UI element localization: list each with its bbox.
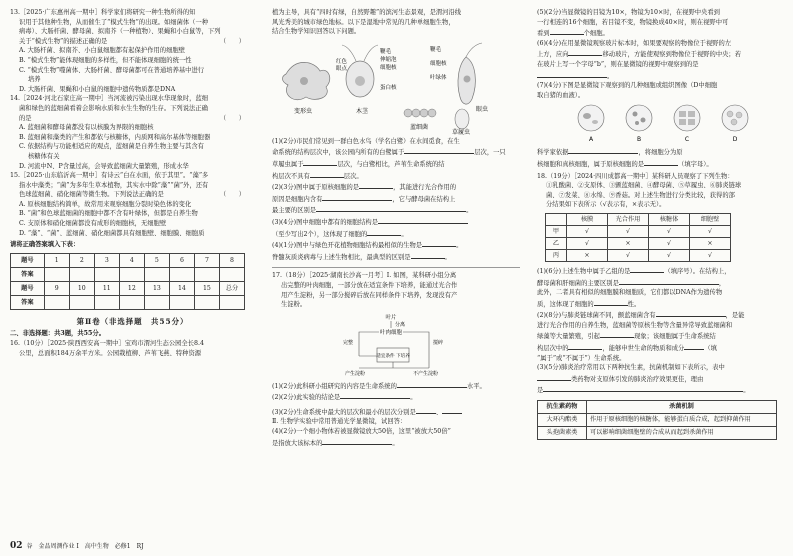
- divider: [272, 267, 520, 268]
- answer-cell[interactable]: [169, 295, 194, 309]
- cell-image-b: [626, 105, 652, 131]
- q18-line: 质，这体现了细胞的 性。: [537, 298, 785, 310]
- q18-line: 是 。: [537, 384, 785, 396]
- q17-line: (6)(4分)在用显微镜观察玻片标本时，如果要观察的物像位于视野的左: [537, 39, 732, 47]
- q18-line: (2)(8分)与肺炎链球菌不同，颤蓝细菌含有 ，是能: [537, 309, 785, 321]
- question-18: [537, 172, 785, 210]
- q18-line: 绿藻等大量繁殖，引起 现象；该细胞属于生命系统结: [537, 330, 785, 342]
- table-cell: 可以影响细菌细胞壁的合成从而起到杀菌作用: [587, 427, 777, 440]
- cyanobacteria-image: [404, 109, 436, 117]
- q17-line: 取自猪的血液）。: [537, 91, 585, 99]
- q18-line: (1)(6分)上述生物中属于乙组的是 （填序号）。在结构上，: [537, 265, 785, 277]
- page-number: 02: [10, 541, 23, 551]
- table-row: [11, 267, 245, 281]
- q17-line: (3)(2分)生命系统中最大的层次和最小的层次分别是 、: [272, 406, 520, 418]
- cell-images-figure: [561, 102, 761, 144]
- table-cell: √: [608, 225, 649, 237]
- q13-line: 识用于其他种生物，从而催生了“模式生物”的出现。如细菌体（一种: [19, 18, 209, 26]
- table-cell: 11: [94, 281, 119, 295]
- answer-blank[interactable]: [644, 158, 678, 166]
- label-flagellum: 鞭毛: [380, 48, 392, 55]
- answer-blank[interactable]: [568, 342, 602, 350]
- q17-line: 生淀粉。: [281, 301, 307, 309]
- answer-cell[interactable]: [69, 267, 94, 281]
- q14-line: 菌和绿色的蓝细菌看着会影响水质和水生生物的生存。下列说法正确: [19, 104, 208, 112]
- q18-line: ①乳酸菌、②支原体、③颤蓝细菌、④酵母菌、⑤草履虫、⑥肺炎链球: [546, 182, 742, 190]
- table-cell: 15: [194, 281, 219, 295]
- q16-line: 风光秀美的城市绿色地标。以下是湿地中常见的几种单细胞生物，: [272, 18, 455, 26]
- table-cell: 题号: [11, 253, 45, 267]
- table-cell: 作用于原核细胞的核糖体，能够蛋白质合成，起到抑菌作用: [587, 414, 777, 427]
- q18-line: 类药物对支原体引发的肺炎治疗效果更佳，理由: [537, 373, 785, 385]
- q17-parts: [272, 380, 520, 449]
- q14-option: A. 蓝细菌和酵母菌都没有以核膜为界限的细胞核: [19, 124, 154, 132]
- q17-line: 一行相连的16个细胞，若目镜不变，物镜换成40×时，则在视野中可: [537, 18, 729, 26]
- table-cell: 细胞壁: [690, 213, 731, 225]
- q15-option: D. “藻”、“菌”、蓝细菌、硝化细菌都具有细胞壁、细胞膜、细胞质: [19, 229, 205, 237]
- answer-blank[interactable]: [600, 330, 634, 338]
- antibiotic-table: [537, 400, 777, 440]
- cell-label-a: A: [588, 136, 594, 144]
- answer-cell[interactable]: [219, 295, 244, 309]
- answer-blank[interactable]: [568, 146, 638, 154]
- flow-crushed: 搅碎: [433, 339, 444, 346]
- table-cell: 答案: [11, 295, 45, 309]
- answer-cell[interactable]: [169, 267, 194, 281]
- answer-cell[interactable]: [144, 295, 169, 309]
- cell-image-a: [578, 105, 604, 131]
- question-15: [10, 171, 255, 238]
- chlamydomonas-image: [342, 45, 378, 97]
- q16-line: 构层次不具有 层次。: [272, 170, 520, 182]
- table-cell: √: [690, 225, 731, 237]
- q15-option: A. 原核细胞结构简单，故常用来观察细胞分裂时染色体的变化: [19, 200, 192, 208]
- table-cell: 光合作用: [608, 213, 649, 225]
- q16-line: 最主要的区别是 。: [272, 204, 520, 216]
- footer-text: 谷 金品周测作业 Ⅰ 高中生物 必修1 RJ: [26, 543, 144, 550]
- experiment-flowchart: [321, 312, 471, 378]
- answer-blank[interactable]: [359, 181, 393, 189]
- q18-line: 构层次中的 ，能够申世生命的物质和成分 （填: [537, 342, 785, 354]
- cell-image-d: [722, 105, 748, 131]
- answer-cell[interactable]: [119, 267, 144, 281]
- table-cell: √: [690, 249, 731, 261]
- table-cell: 1: [44, 253, 69, 267]
- table-cell: 2: [69, 253, 94, 267]
- answer-blank[interactable]: [378, 216, 468, 224]
- table-cell: ×: [567, 249, 608, 261]
- label-nucleus: 细胞核: [380, 64, 397, 71]
- answer-blank[interactable]: [537, 70, 607, 78]
- q14-option: D. 河流中N、P含量过高，会导致蓝细菌大量繁殖，形成水华: [19, 162, 189, 170]
- q18-part-2: [537, 309, 785, 363]
- label-eyespot: 眼点: [336, 65, 348, 72]
- table-cell: 5: [144, 253, 169, 267]
- table-header-row: [546, 213, 731, 225]
- q13-line: 病毒）、大肠杆菌、酵母菌、拟南芥（一种植物）、果蝇和小白鼠等，下列: [19, 28, 221, 36]
- q18-part-3: [537, 363, 785, 396]
- q18-line: 菌、⑦发菜、⑧水绵、⑨香菇。对上述生物进行分类比较，获得的部: [546, 191, 735, 199]
- label-red: 红色: [336, 58, 348, 65]
- q17-part-6: [537, 39, 785, 81]
- q13-line: 关于“模式生物”的描述正确的是 （ ）: [19, 37, 245, 45]
- q15-line: 指水中藻类；“菌”为多年生草本植物，其实水中除“藻”“菌”外，还有: [19, 181, 209, 189]
- q13-option: 培养: [28, 76, 41, 84]
- q14-option: 核糖体有关: [28, 152, 60, 160]
- answer-blank[interactable]: [656, 309, 726, 317]
- q14-line: 14.［2024·河北石家庄高一期中］当河流被污染出现水华现象时，蓝细: [10, 95, 209, 103]
- q16-line: (4)(1分)图中与绿色开花植物细胞结构最相似的生物是 。: [272, 239, 520, 251]
- table-row: [546, 225, 731, 237]
- answer-blank[interactable]: [310, 170, 344, 178]
- answer-blank[interactable]: [404, 146, 474, 154]
- answer-blank[interactable]: [568, 48, 602, 56]
- page-footer: [10, 541, 144, 551]
- table-cell: 乙: [546, 237, 567, 249]
- answer-blank[interactable]: [367, 228, 401, 236]
- table-cell: 12: [119, 281, 144, 295]
- q16-part-3: [272, 216, 520, 239]
- q16-line: (3)(4分)图中细胞中都有的细胞结构是: [272, 216, 520, 228]
- flow-leaf: 叶片: [385, 314, 397, 321]
- table-cell: √: [608, 249, 649, 261]
- q16-line: 公里，总面积184万余平方米。公园栽植柳、芦苇飞燕、特种资源: [19, 349, 202, 357]
- q16-line: 结合生物学知识回答以下问题。: [272, 28, 361, 36]
- answer-cell[interactable]: [219, 267, 244, 281]
- label-chlamydomonas: 木茎: [356, 107, 369, 115]
- table-row: [546, 249, 731, 261]
- q15-line: 色球蓝细菌、硝化细菌等微生物。下列说法正确的是 （ ）: [19, 191, 245, 199]
- cell-image-c: [674, 105, 700, 131]
- table-cell: √: [567, 237, 608, 249]
- answer-blank[interactable]: [537, 373, 571, 381]
- table-cell: √: [649, 225, 690, 237]
- table-row: [11, 281, 245, 295]
- paramecium-image: [455, 109, 469, 129]
- q17-part-7: [537, 81, 785, 100]
- flow-starch-no: 不产生淀粉: [413, 370, 439, 377]
- q17-line: 科学家依据 ，将细胞分为原: [537, 146, 785, 158]
- q13-option: C. “模式生物”噬菌体、大肠杆菌、酵母菌都可在普通培养基中进行: [19, 66, 205, 74]
- answer-blank[interactable]: [340, 391, 410, 399]
- answer-table: [10, 253, 245, 310]
- table-cell: 14: [169, 281, 194, 295]
- q17-line: Ⅱ. 生物学实验中常用普通光学显微镜，试回答：: [272, 418, 407, 426]
- table-row: [538, 427, 777, 440]
- q17-line: 在玻片上写一个字母“b”，则在显微镜的视野中观察到的是: [537, 60, 699, 68]
- q15-option: C. 支原体和硝化细菌都没有成形的细胞核，无细胞壁: [19, 220, 167, 228]
- table-cell: [546, 213, 567, 225]
- q17-line: (2)(2分)此实验的结论是 。: [272, 391, 520, 403]
- column-middle: [272, 8, 520, 448]
- table-row: [546, 237, 731, 249]
- table-cell: 4: [119, 253, 144, 267]
- answer-cell[interactable]: [94, 295, 119, 309]
- q16-line: (1)(2分)市民们常见到一群白色水鸟（学名白鹭）在水间觅食，在生: [272, 137, 460, 145]
- table-cell: 7: [194, 253, 219, 267]
- table-cell: 3: [94, 253, 119, 267]
- q17-line: 是指放大该标本的 。: [272, 437, 520, 449]
- q13-option: D. 大肠杆菌、果蝇和小白鼠的细胞中遗传物质都是DNA: [19, 85, 176, 93]
- q17-line: (7)(4分)下图是显微镜下观察到的几种细胞或组织图像（D中细胞: [537, 82, 718, 90]
- q14-line: 的是 （ ）: [19, 114, 245, 122]
- flow-separate: 分离: [395, 321, 406, 328]
- table-cell: 头孢菌素类: [538, 427, 587, 440]
- answer-cell[interactable]: [119, 295, 144, 309]
- column-left: [10, 8, 255, 358]
- table-cell: 13: [144, 281, 169, 295]
- table-cell: 核糖体: [649, 213, 690, 225]
- table-cell: 杀菌机制: [587, 401, 777, 414]
- answer-blank[interactable]: [411, 251, 445, 259]
- q16-line: 命系统的结构层次中，该公园内所有的白鹭属于 层次，一只: [272, 146, 520, 158]
- q16-part-1: [272, 137, 520, 181]
- q16-part-2: [272, 181, 520, 216]
- q16-line: 植为主导，具有“四时有绿，自然野趣”的滨河生态景观，是渭河沿线: [272, 9, 462, 16]
- q17-line: (5)(2分)当显微镜的目镜为10×，物镜为10×时，在视野中央看到: [537, 9, 720, 16]
- q18-line: 18.（19分）［2024·四川成都高一期中］某科研人员观察了下列生物：: [537, 172, 734, 180]
- q17-line: 上方，应向 移动玻片，方能使观察到物像位于视野的中央；若: [537, 48, 785, 60]
- table-cell: 丙: [546, 249, 567, 261]
- table-cell: 抗生素药物: [538, 401, 587, 414]
- euglena-image: [458, 43, 482, 104]
- answer-blank[interactable]: [303, 158, 337, 166]
- section-heading: 第Ⅱ卷（非选择题 共55分）: [76, 316, 189, 326]
- q17-line: (1)(2分)此科研小组研究的内容是生命系统的 水平。: [272, 380, 520, 392]
- table-cell: 核膜: [567, 213, 608, 225]
- table-cell: 题号: [11, 281, 45, 295]
- cell-label-b: B: [636, 136, 642, 144]
- table-header-row: [538, 401, 777, 414]
- answer-blank[interactable]: [397, 380, 467, 388]
- microorganism-figure: [276, 39, 516, 135]
- table-cell: 总分: [219, 281, 244, 295]
- question-13: [10, 8, 255, 94]
- q18-line: 分结果如下表所示（√表示有，×表示无）。: [546, 201, 666, 209]
- q13-option: B. “模式生物”能体现细胞的多样性，但不能体现细胞的统一性: [19, 56, 192, 64]
- q16-line: (2)(3分)图中属于原核细胞的是 ，其能进行光合作用的: [272, 181, 520, 193]
- question-17: [272, 271, 520, 309]
- label-chloroplast: 叶绿体: [430, 74, 447, 81]
- part-heading: 二、非选择题：共3题，共55分。: [10, 330, 106, 338]
- q18-line: “属于”或“不属于”）生命系统。: [537, 354, 626, 362]
- answer-blank[interactable]: [594, 298, 628, 306]
- table-cell: 甲: [546, 225, 567, 237]
- answer-blank[interactable]: [322, 193, 392, 201]
- answer-blank[interactable]: [416, 406, 436, 414]
- table-cell: 10: [69, 281, 94, 295]
- answer-blank[interactable]: [619, 277, 719, 285]
- cell-label-c: C: [684, 136, 690, 144]
- q16-line: （至少写出2个），这体现了细胞的 。: [272, 228, 520, 240]
- column-right: [537, 8, 785, 440]
- table-cell: ×: [608, 237, 649, 249]
- q18-part-1: [537, 265, 785, 309]
- q18-line: 酵母菌和肝细菌的主要区别是 ，: [537, 277, 785, 289]
- answer-cell[interactable]: [144, 267, 169, 281]
- q16-line: 草履虫属于 层次，与白鹭相比，芦苇生命系统的结: [272, 158, 520, 170]
- answer-blank[interactable]: [543, 384, 743, 392]
- answer-blank[interactable]: [422, 239, 456, 247]
- table-cell: √: [649, 237, 690, 249]
- classification-table: [545, 213, 731, 262]
- flow-starch-yes: 产生淀粉: [345, 370, 366, 377]
- q16-part-4: [272, 239, 520, 262]
- q15-line: 15.［2025·山东临沂高一期中］有诗云“白在水面，依于其里”。“藻”多: [10, 172, 209, 180]
- label-amoeba: 变形虫: [294, 107, 313, 115]
- q17-line: (4)(2分)一个细小物体若被显微镜放大50倍，这里“被放大50倍”: [272, 428, 451, 436]
- table-cell: ×: [690, 237, 731, 249]
- table-row: [11, 253, 245, 267]
- answer-blank[interactable]: [316, 204, 466, 212]
- q17-line: 用产生淀粉，另一部分搅碎后放在同样条件下培养，发现没有产: [281, 291, 458, 299]
- q14-option: B. 蓝细菌和藻类的产生和都依与核糖体，内质网和高尔基体等细胞器: [19, 133, 211, 141]
- table-cell: 大环内酯类: [538, 414, 587, 427]
- answer-cell[interactable]: [69, 295, 94, 309]
- amoeba-image: [283, 62, 330, 99]
- answer-cell[interactable]: [94, 267, 119, 281]
- answer-cell[interactable]: [44, 295, 69, 309]
- table-cell: 9: [44, 281, 69, 295]
- q16-line: 16.（10分）［2025·陕西西安高一期中］宝鸡市渭河生态公园全长8.4: [10, 340, 205, 348]
- table-cell: 8: [219, 253, 244, 267]
- answer-cell[interactable]: [44, 267, 69, 281]
- answer-cell[interactable]: [194, 295, 219, 309]
- label-pyrenoid: 蛋白核: [380, 84, 397, 91]
- q14-option: C. 依据结构与功能相适应的观点，蓝细菌是自养生物主要与其含有: [19, 143, 204, 151]
- answer-table-title: 请将正确答案填入下表：: [10, 241, 80, 249]
- table-cell: 答案: [11, 267, 45, 281]
- answer-blank[interactable]: [684, 342, 704, 350]
- q17-line: 看到 个细胞。: [537, 27, 785, 39]
- label-vacuole: 伸缩泡: [380, 56, 397, 63]
- answer-cell[interactable]: [194, 267, 219, 281]
- table-row: [11, 295, 245, 309]
- label-cyanobacteria: 蓝细菌: [410, 123, 429, 131]
- q13-option: A. 大肠杆菌、拟南芥、小白鼠细胞都有起保护作用的细胞壁: [19, 47, 185, 55]
- q17-line: 核细胞和真核细胞，属于原核细胞的是 （填字母）。: [537, 158, 785, 170]
- q17-part-5: [537, 8, 785, 39]
- q13-line: 13.［2025·广东惠州高一期中］科学家们将研究一种生物所得的知: [10, 9, 196, 16]
- cell-label-d: D: [732, 136, 738, 144]
- label-euglena: 眼虫: [476, 105, 489, 113]
- q17-line: 出完整的叶肉细胞，一部分放在适宜条件下培养，能通过光合作: [281, 281, 458, 289]
- table-cell: √: [567, 225, 608, 237]
- q16-line: 脊髓灰质炎病毒与上述生物相比，最典型的区别是 。: [272, 251, 520, 263]
- question-14: [10, 94, 255, 171]
- label-paramecium: 草履虫: [452, 128, 471, 135]
- flow-intact: 完整: [343, 339, 354, 346]
- q18-line: 此外，二者具有相似的细胞膜和细胞质，它们都以DNA作为遗传物: [537, 289, 723, 297]
- answer-blank[interactable]: [322, 437, 392, 445]
- q15-option: B. “菌”和色球蓝细菌的细胞中都不含有叶绿体，但都是自养生物: [19, 210, 198, 218]
- q17-line: 。: [537, 70, 785, 82]
- flow-condition: 适宜条件 下培养: [376, 353, 410, 359]
- q18-line: (3)(5分)肺炎治疗常用以下两种抗生素，抗菌机制如下表所示，表中: [537, 364, 725, 372]
- answer-blank[interactable]: [630, 265, 664, 273]
- q17-line: 17.（18分）［2025·湖南长沙高一月考］Ⅰ. 如图，某科研小组分离: [272, 272, 457, 280]
- q17-part-7-answer: [537, 146, 785, 169]
- label-nucleus-2: 细胞核: [430, 60, 447, 67]
- flow-cells: 叶肉细胞: [379, 329, 403, 336]
- label-flagellum-2: 鞭毛: [430, 46, 442, 53]
- answer-blank[interactable]: [442, 406, 462, 414]
- table-row: [538, 414, 777, 427]
- table-cell: √: [649, 249, 690, 261]
- q18-line: 进行光合作用的自养生物，蓝细菌等原核生物等含量异常导致蓝细菌和: [537, 321, 733, 329]
- answer-blank[interactable]: [550, 27, 584, 35]
- table-cell: 6: [169, 253, 194, 267]
- q16-line: 原因是细胞内含有 ，它与酵母菌在结构上: [272, 193, 520, 205]
